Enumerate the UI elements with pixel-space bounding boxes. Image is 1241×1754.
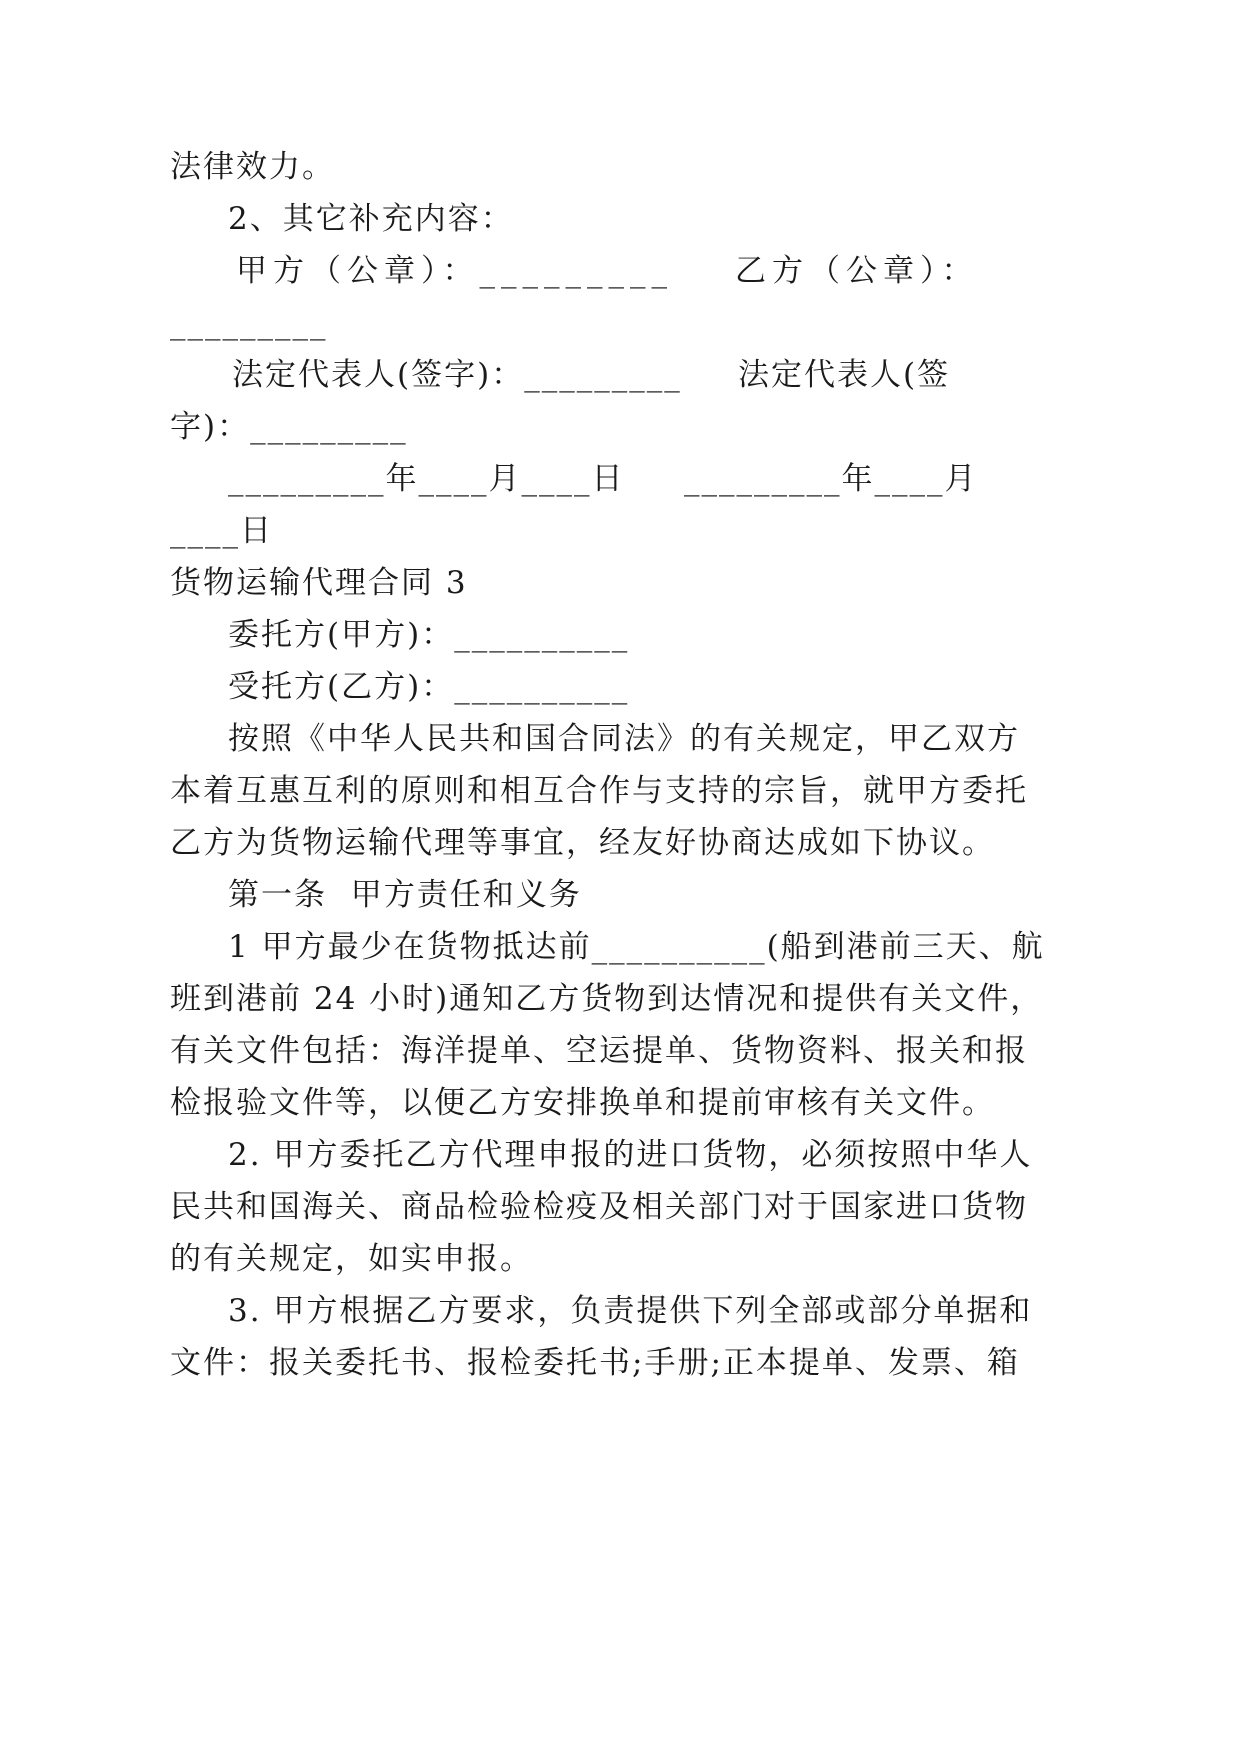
text-line: 受托方(乙方)：__________ <box>228 669 630 705</box>
text-line: _________年____月 <box>684 461 978 497</box>
text-line: 1 甲方最少在货物抵达前__________(船到港前三天、航 <box>228 929 1045 965</box>
text-line: _________ <box>170 305 328 341</box>
text-line: 甲方（公章）：_________ <box>236 253 673 289</box>
text-line: 的有关规定，如实申报。 <box>170 1241 533 1277</box>
section-title: 货物运输代理合同 3 <box>170 565 468 601</box>
text-line: 法定代表人(签 <box>738 357 951 393</box>
text-line: ____日 <box>170 513 273 549</box>
text-line: 法定代表人(签字)：_________ <box>232 357 682 393</box>
text-line: 本着互惠互利的原则和相互合作与支持的宗旨，就甲方委托 <box>170 773 1028 809</box>
text-line: 有关文件包括：海洋提单、空运提单、货物资料、报关和报 <box>170 1033 1028 1069</box>
text-line: 检报验文件等，以便乙方安排换单和提前审核有关文件。 <box>170 1085 995 1121</box>
text-line: 民共和国海关、商品检验检疫及相关部门对于国家进口货物 <box>170 1189 1028 1225</box>
text-line: 乙方（公章）： <box>735 253 979 289</box>
text-line: 委托方(甲方)：__________ <box>228 617 630 653</box>
text-line: 2. 甲方委托乙方代理申报的进口货物，必须按照中华人 <box>228 1137 1033 1173</box>
text-line: 乙方为货物运输代理等事宜，经友好协商达成如下协议。 <box>170 825 995 861</box>
text-line: 3. 甲方根据乙方要求，负责提供下列全部或部分单据和 <box>228 1293 1033 1329</box>
text-line: 法律效力。 <box>170 149 335 185</box>
text-line: 文件：报关委托书、报检委托书;手册;正本提单、发票、箱 <box>170 1345 1020 1381</box>
text-line: 按照《中华人民共和国合同法》的有关规定，甲乙双方 <box>228 721 1020 757</box>
text-line: 班到港前 24 小时)通知乙方货物到达情况和提供有关文件， <box>170 981 1044 1017</box>
article-heading: 第一条 甲方责任和义务 <box>228 877 582 913</box>
text-line: 字)：_________ <box>170 409 408 445</box>
text-line: _________年____月____日 <box>228 461 625 497</box>
text-line: 2、其它补充内容： <box>228 201 514 237</box>
